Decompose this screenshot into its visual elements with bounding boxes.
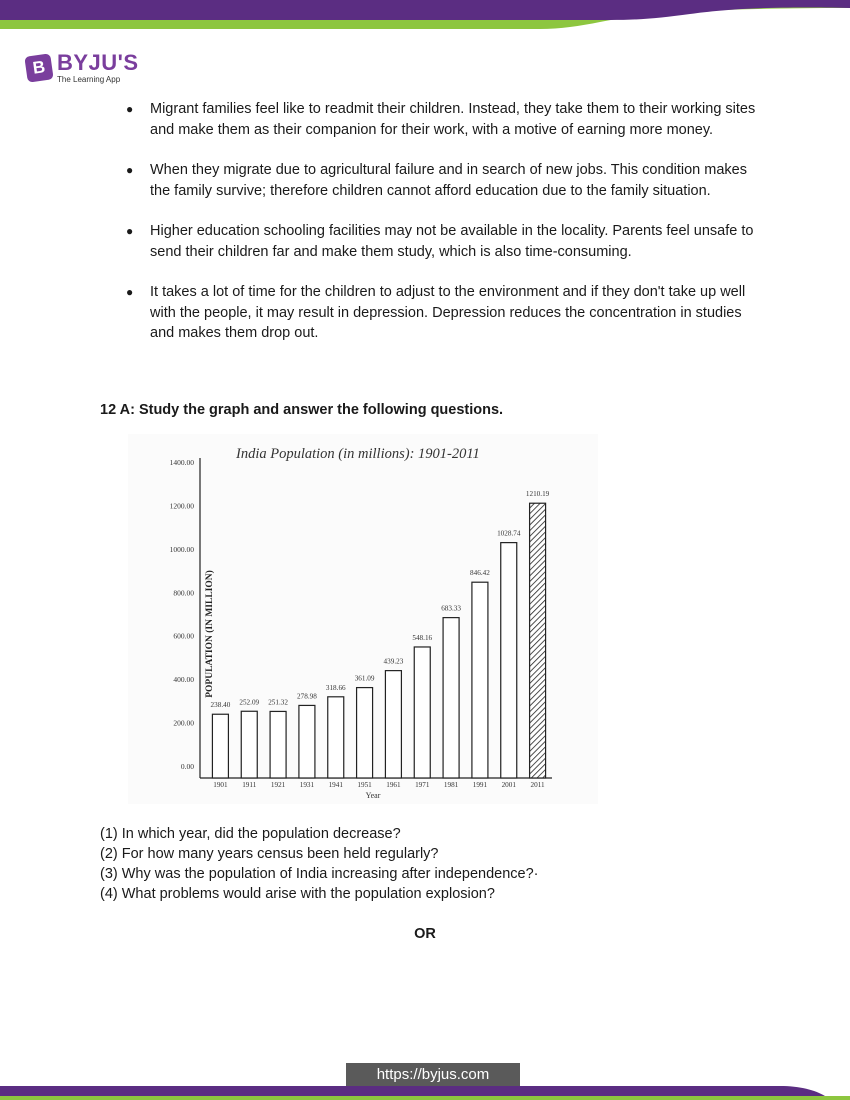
question-item: (1) In which year, did the population decrease?	[100, 826, 401, 842]
chart-bar	[414, 647, 430, 778]
bar-value-label: 1210.19	[525, 490, 550, 499]
chart-bar	[357, 688, 373, 778]
or-divider: OR	[414, 926, 436, 942]
x-tick-label: 2011	[530, 781, 545, 789]
y-axis-label: POPULATION (IN MILLION)	[205, 570, 215, 698]
chart-bar	[472, 582, 488, 778]
x-tick-label: 1911	[242, 781, 257, 789]
bullet-item: ● Migrant families feel like to readmit their children. Instead, they take them to their working sites and make them as their companion for their work, with a motive of earning more money.	[128, 99, 758, 140]
chart-title: India Population (in millions): 1901-2011	[236, 446, 480, 462]
bar-value-label: 683.33	[441, 604, 461, 613]
bar-value-label: 252.09	[239, 698, 260, 707]
question-title: 12 A: Study the graph and answer the following questions.	[100, 402, 504, 418]
bar-value-label: 278.98	[297, 692, 317, 701]
x-tick-label: 1931	[299, 781, 315, 789]
bar-value-label: 548.16	[412, 633, 433, 642]
byjus-logo	[26, 52, 139, 84]
y-tick-label: 200.00	[173, 718, 194, 728]
y-tick-label: 1400.00	[169, 458, 194, 467]
bar-value-label: 1028.74	[497, 529, 521, 538]
y-tick-label: 0.00	[180, 762, 194, 771]
chart-svg	[128, 434, 598, 804]
question-item: (2) For how many years census been held regularly?	[100, 846, 439, 862]
y-tick-label: 400.00	[173, 675, 194, 685]
y-tick-label: 600.00	[173, 631, 194, 641]
question-list	[100, 824, 539, 904]
y-tick-label: 1200.00	[169, 501, 194, 511]
y-tick-label: 1000.00	[169, 544, 194, 554]
x-tick-label: 1941	[328, 781, 343, 789]
chart-bar	[270, 711, 286, 778]
footer-link[interactable]: https://byjus.com	[346, 1063, 520, 1087]
bullet-item: ● When they migrate due to agricultural failure and in search of new jobs. This condition makes the family survive; therefore children cannot afford education due to the family situation.	[128, 160, 758, 201]
bullet-item: ● It takes a lot of time for the children to adjust to the environment and if they don't take up well with the people, it may result in depression. Depression reduces the concentration in studies and makes them drop out.	[128, 282, 758, 344]
chart-bar	[443, 618, 459, 778]
bar-value-label: 238.40	[210, 701, 231, 710]
bullet-item: ● Higher education schooling facilities may not be available in the locality. Parents feel unsafe to send their children far and make them study, which is also time-consuming.	[128, 221, 758, 262]
bullet-list	[128, 99, 758, 364]
logo-tagline: The Learning App	[57, 75, 121, 84]
x-tick-label: 2001	[501, 781, 516, 789]
chart-bar	[328, 697, 344, 778]
x-axis-label: Year	[365, 791, 381, 800]
population-chart	[128, 434, 598, 804]
x-tick-label: 1961	[386, 781, 401, 789]
header-band	[0, 0, 850, 30]
chart-bar	[241, 711, 257, 778]
bar-value-label: 439.23	[383, 657, 404, 666]
chart-bar	[501, 543, 517, 778]
bar-value-label: 361.09	[354, 674, 375, 683]
y-tick-label: 800.00	[173, 588, 194, 598]
logo-name: BYJU'S	[57, 50, 139, 75]
chart-bar	[299, 705, 315, 778]
chart-bar	[212, 714, 228, 778]
logo-mark: B	[24, 53, 53, 82]
x-tick-label: 1981	[443, 781, 459, 789]
x-tick-label: 1951	[357, 781, 372, 789]
question-item: (4) What problems would arise with the population explosion?	[100, 886, 495, 902]
question-item: (3) Why was the population of India increasing after independence?·	[100, 866, 539, 882]
footer-band	[0, 1086, 850, 1100]
x-tick-label: 1901	[213, 781, 228, 789]
bar-value-label: 251.32	[268, 698, 288, 707]
bar-value-label: 846.42	[470, 569, 490, 578]
x-tick-label: 1991	[472, 781, 488, 789]
bar-value-label: 318.66	[325, 683, 346, 692]
chart-bar	[530, 503, 546, 778]
x-tick-label: 1921	[270, 781, 286, 789]
x-tick-label: 1971	[415, 781, 430, 789]
chart-bar	[385, 671, 401, 778]
